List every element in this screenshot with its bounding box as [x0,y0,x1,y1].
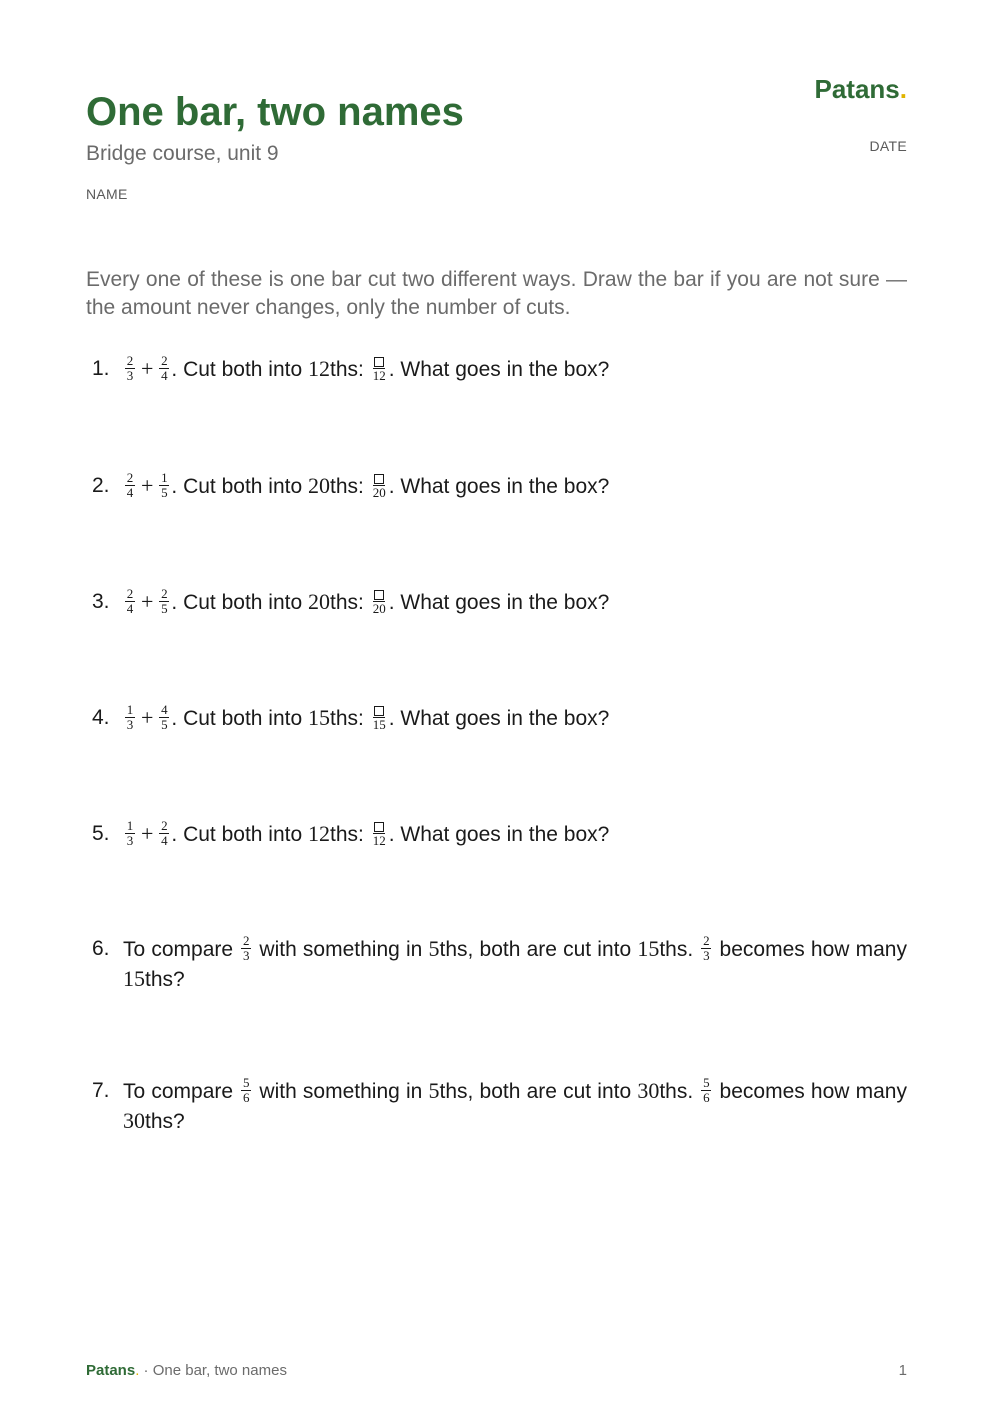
text-segment: ths: [330,358,370,381]
denominator: 6 [703,1089,710,1105]
numerator: 1 [126,701,134,717]
fraction [159,354,169,383]
text-segment: with something in [253,1080,429,1103]
fraction [241,934,251,963]
numerator: 2 [126,469,134,485]
question-2 [92,469,907,502]
page-number: 1 [898,1362,907,1379]
text-segment: ths: [330,591,370,614]
plus-sign: + [141,473,154,498]
denominator: 5 [161,600,168,616]
math-number: 12 [308,821,331,846]
numerator: 1 [126,817,134,833]
numerator: 2 [126,585,134,601]
page-title: One bar, two names [86,90,464,134]
page-subtitle: Bridge course, unit 9 [86,142,279,165]
question-text [123,701,907,734]
question-text [123,1074,907,1136]
numerator: 5 [703,1074,710,1090]
math-number: 15 [123,965,145,991]
question-number: 5. [92,822,110,845]
numerator: 2 [242,932,250,948]
question-number: 6. [92,937,110,960]
text-segment: . What goes in the box? [388,823,610,846]
denominator: 12 [372,368,386,384]
question-text [123,469,907,502]
denominator: 20 [372,601,386,617]
numerator: 2 [161,585,168,601]
denominator: 4 [126,484,134,500]
text-segment: . Cut both into [171,707,309,730]
numerator: 1 [161,469,168,485]
denominator: 5 [161,484,168,500]
question-text [123,352,907,385]
text-segment: ths: [330,707,370,730]
footer-brand: Patans [86,1362,136,1379]
text-segment: . Cut both into [171,475,309,498]
fraction [125,819,135,848]
box-icon [374,474,384,484]
intro-text: Every one of these is one bar cut two different ways. Draw the bar if you are not sure — the amount never changes, only the number of cuts. [86,268,907,319]
text-segment: ths: [330,823,370,846]
question-text [123,932,907,994]
question-number: 4. [92,706,110,729]
question-number: 1. [92,357,110,380]
denominator: 6 [242,1089,250,1105]
footer-title: One bar, two names [152,1362,287,1379]
text-segment: . Cut both into [171,823,309,846]
text-segment: becomes how many [713,1080,907,1103]
numerator: 2 [703,932,710,948]
denominator: 3 [703,947,710,963]
numerator: 2 [161,352,168,368]
box-icon [374,822,384,832]
text-segment: ths? [145,1109,185,1133]
numerator: 2 [161,817,168,833]
question-1 [92,352,907,385]
fraction [241,1076,251,1105]
fraction [701,934,711,963]
math-number: 30 [637,1078,660,1103]
answer-box [373,819,385,835]
fraction [159,703,169,732]
footer [86,1362,287,1379]
question-6 [92,932,907,994]
math-number: 12 [308,356,331,381]
text-segment: To compare [123,1080,240,1103]
fraction [125,587,135,616]
box-fraction [372,819,387,849]
box-fraction [372,471,387,501]
denominator: 4 [126,600,134,616]
denominator: 15 [372,717,386,733]
denominator: 3 [126,367,134,383]
math-number: 30 [123,1107,145,1133]
text-segment: with something in [253,938,429,961]
text-segment: ths, both are cut into [439,938,638,961]
date-label: DATE [869,138,907,154]
answer-box [373,587,385,603]
text-segment: . What goes in the box? [388,358,610,381]
text-segment: ths: [330,475,370,498]
text-segment: ths. [659,1080,700,1103]
question-4 [92,701,907,734]
answer-box [373,471,385,487]
denominator: 3 [126,832,134,848]
text-segment: becomes how many [713,938,907,961]
question-number: 2. [92,474,110,497]
text-segment: . Cut both into [171,358,309,381]
fraction [701,1076,711,1105]
question-number: 3. [92,590,110,613]
plus-sign: + [141,821,154,846]
numerator: 5 [242,1074,250,1090]
name-label: NAME [86,186,128,202]
text-segment: ths, both are cut into [439,1080,638,1103]
brand-name: Patans [814,74,900,104]
box-icon [374,357,384,367]
math-number: 20 [308,473,331,498]
text-segment: ths? [145,967,185,991]
denominator: 12 [372,833,386,849]
math-number: 15 [637,936,660,961]
fraction [159,819,169,848]
brand-logo [815,74,908,105]
denominator: 4 [161,832,168,848]
denominator: 4 [161,367,168,383]
plus-sign: + [141,356,154,381]
text-segment: . What goes in the box? [388,475,610,498]
numerator: 2 [126,352,134,368]
question-text [123,817,907,850]
plus-sign: + [141,589,154,614]
footer-brand-dot: . [135,1362,140,1379]
question-number: 7. [92,1079,110,1102]
footer-separator: · [139,1362,153,1379]
math-number: 5 [428,936,440,961]
text-segment: ths. [659,938,700,961]
text-segment: . Cut both into [171,591,309,614]
text-segment: To compare [123,938,240,961]
numerator: 4 [161,701,168,717]
box-fraction [372,703,387,733]
question-text [123,585,907,618]
text-segment: . What goes in the box? [388,591,610,614]
fraction [125,703,135,732]
fraction [125,471,135,500]
math-number: 5 [428,1078,440,1103]
box-fraction [372,354,387,384]
answer-box [373,703,385,719]
math-number: 20 [308,589,331,614]
fraction [159,587,169,616]
box-icon [374,706,384,716]
plus-sign: + [141,705,154,730]
answer-box [373,354,385,370]
denominator: 3 [126,716,134,732]
box-icon [374,590,384,600]
question-7 [92,1074,907,1136]
text-segment: . What goes in the box? [388,707,610,730]
denominator: 3 [242,947,250,963]
fraction [159,471,169,500]
question-3 [92,585,907,618]
math-number: 15 [308,705,331,730]
fraction [125,354,135,383]
denominator: 20 [372,485,386,501]
question-5 [92,817,907,850]
denominator: 5 [161,716,168,732]
box-fraction [372,587,387,617]
brand-dot: . [899,74,907,104]
